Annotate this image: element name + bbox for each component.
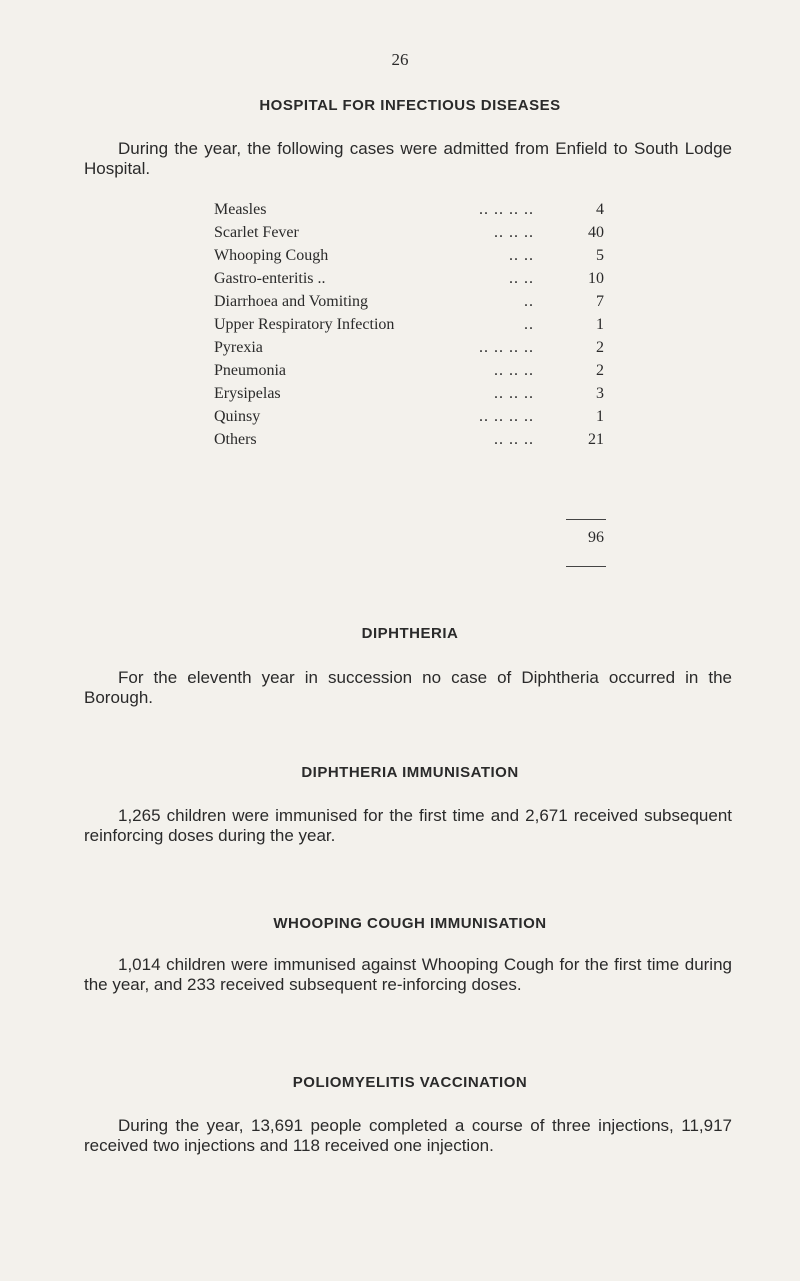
table-row [214,336,604,359]
leader-dots: .. .. [509,270,534,287]
disease-label: Pneumonia [214,362,286,379]
disease-label: Erysipelas [214,385,281,402]
case-count: 3 [596,385,604,402]
leader-dots: .. .. .. .. [479,339,534,356]
table-row [214,198,604,221]
leader-dots: .. .. .. [494,362,534,379]
poliomyelitis-text: During the year, 13,691 people completed a course of three injections, 11,917 received two injections and 118 received one injection. [84,1116,732,1155]
poliomyelitis-paragraph [84,1116,732,1156]
disease-label: Gastro-enteritis .. [214,270,326,287]
total-rule-top [566,519,606,520]
disease-label: Quinsy [214,408,261,425]
disease-label: Upper Respiratory Infection [214,316,395,333]
case-count: 40 [588,224,604,241]
leader-dots: .. .. .. .. [479,201,534,218]
hospital-intro [84,139,732,179]
disease-label: Scarlet Fever [214,224,299,241]
table-row [214,313,604,336]
case-count: 2 [596,339,604,356]
leader-dots: .. .. [509,247,534,264]
admissions-table [214,198,604,451]
diphtheria-immunisation-paragraph [84,806,732,846]
case-count: 2 [596,362,604,379]
leader-dots: .. .. .. [494,385,534,402]
diphtheria-heading: DIPHTHERIA [361,625,459,642]
disease-label: Others [214,431,257,448]
table-row [214,290,604,313]
disease-label: Diarrhoea and Vomiting [214,293,369,310]
case-count: 10 [588,270,604,287]
table-row [214,405,604,428]
diphtheria-text: For the eleventh year in succession no case of Diphtheria occurred in the Borough. [84,668,732,707]
leader-dots: .. .. .. .. [479,408,534,425]
disease-label: Measles [214,201,267,218]
case-count: 1 [596,408,604,425]
table-row [214,382,604,405]
whooping-cough-text: 1,014 children were immunised against Whooping Cough for the first time during the year, and 233 received subsequent re-inforcing doses. [84,955,732,994]
leader-dots: .. .. .. [494,224,534,241]
whooping-cough-heading: WHOOPING COUGH IMMUNISATION [273,915,547,932]
table-row [214,428,604,451]
diphtheria-immunisation-text: 1,265 children were immunised for the first time and 2,671 received subsequent reinforcing doses during the year. [84,806,732,845]
disease-label: Pyrexia [214,339,263,356]
diphtheria-immunisation-heading: DIPHTHERIA IMMUNISATION [301,764,519,781]
case-count: 21 [588,431,604,448]
total-rule-bottom [566,566,606,567]
whooping-cough-paragraph [84,955,732,995]
case-count: 7 [596,293,604,310]
table-row [214,267,604,290]
case-count: 5 [596,247,604,264]
hospital-intro-text: During the year, the following cases were admitted from Enfield to South Lodge Hospital. [84,139,732,178]
table-row [214,359,604,382]
page-number: 26 [391,50,409,69]
hospital-heading: HOSPITAL FOR INFECTIOUS DISEASES [259,97,561,114]
case-count: 1 [596,316,604,333]
leader-dots: .. [524,293,534,310]
admissions-total: 96 [588,529,604,546]
table-row [214,244,604,267]
table-row [214,221,604,244]
leader-dots: .. .. .. [494,431,534,448]
diphtheria-paragraph [84,668,732,708]
poliomyelitis-heading: POLIOMYELITIS VACCINATION [292,1074,528,1091]
disease-label: Whooping Cough [214,247,329,264]
leader-dots: .. [524,316,534,333]
case-count: 4 [596,201,604,218]
